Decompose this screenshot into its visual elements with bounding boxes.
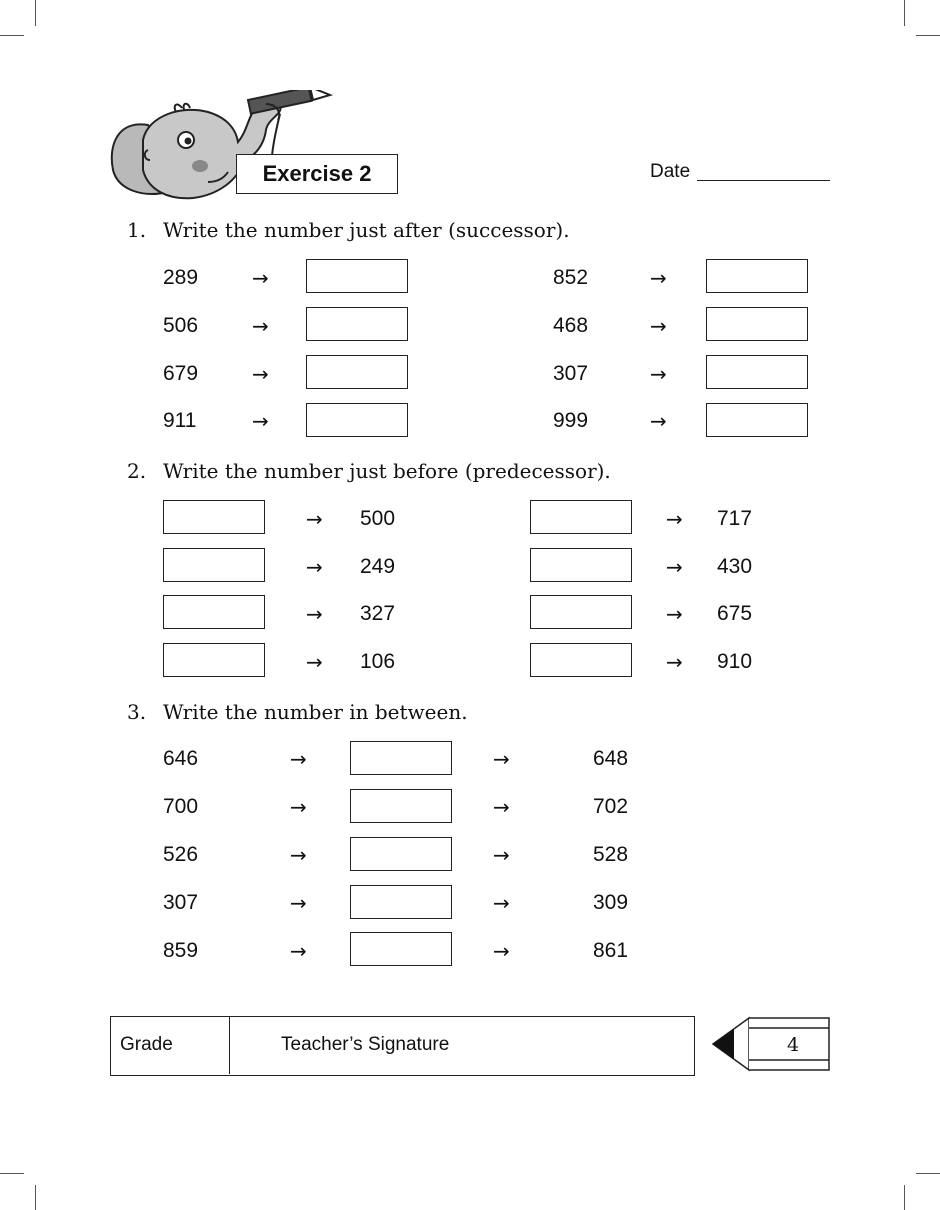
answer-box[interactable] — [706, 307, 808, 341]
arrow-icon: → — [290, 939, 307, 963]
given-number: 307 — [553, 362, 589, 385]
exercise-title: Exercise 2 — [262, 161, 372, 186]
given-number: 526 — [163, 843, 199, 866]
given-number: 646 — [163, 747, 199, 770]
arrow-icon: → — [306, 602, 323, 626]
arrow-icon: → — [650, 362, 667, 386]
given-number: 468 — [553, 314, 589, 337]
arrow-icon: → — [493, 891, 510, 915]
given-number: 702 — [593, 795, 629, 818]
arrow-icon: → — [650, 314, 667, 338]
given-number: 910 — [717, 650, 753, 673]
given-number: 327 — [360, 602, 396, 625]
arrow-icon: → — [650, 266, 667, 290]
given-number: 106 — [360, 650, 396, 673]
given-number: 430 — [717, 555, 753, 578]
given-number: 309 — [593, 891, 629, 914]
answer-box[interactable] — [306, 355, 408, 389]
table-divider — [229, 1017, 230, 1074]
answer-box[interactable] — [706, 259, 808, 293]
given-number: 506 — [163, 314, 199, 337]
question-1 — [127, 218, 570, 242]
answer-box[interactable] — [350, 741, 452, 775]
page-number: 4 — [786, 1034, 800, 1056]
arrow-icon: → — [666, 555, 683, 579]
answer-box[interactable] — [163, 548, 265, 582]
given-number: 859 — [163, 939, 199, 962]
answer-box[interactable] — [530, 500, 632, 534]
crop-mark — [904, 0, 905, 26]
arrow-icon: → — [290, 891, 307, 915]
given-number: 307 — [163, 891, 199, 914]
question-instruction: Write the number just before (predecessor). — [163, 459, 611, 483]
arrow-icon: → — [290, 795, 307, 819]
grade-label: Grade — [120, 1034, 173, 1055]
answer-box[interactable] — [163, 595, 265, 629]
arrow-icon: → — [650, 409, 667, 433]
arrow-icon: → — [493, 843, 510, 867]
question-number: 2. — [127, 459, 147, 483]
arrow-icon: → — [666, 650, 683, 674]
answer-box[interactable] — [706, 355, 808, 389]
answer-box[interactable] — [306, 259, 408, 293]
given-number: 289 — [163, 266, 199, 289]
arrow-icon: → — [493, 747, 510, 771]
given-number: 528 — [593, 843, 629, 866]
crop-mark — [904, 1185, 905, 1210]
answer-box[interactable] — [530, 595, 632, 629]
grade-field[interactable] — [111, 1017, 229, 1074]
arrow-icon: → — [306, 555, 323, 579]
crop-mark — [0, 1173, 24, 1174]
crop-mark — [0, 35, 24, 36]
crop-mark — [35, 1185, 36, 1210]
answer-box[interactable] — [163, 643, 265, 677]
arrow-icon: → — [666, 507, 683, 531]
answer-box[interactable] — [350, 789, 452, 823]
arrow-icon: → — [290, 843, 307, 867]
answer-box[interactable] — [530, 643, 632, 677]
answer-box[interactable] — [163, 500, 265, 534]
given-number: 911 — [163, 409, 197, 432]
arrow-icon: → — [306, 650, 323, 674]
answer-box[interactable] — [530, 548, 632, 582]
given-number: 648 — [593, 747, 629, 770]
given-number: 861 — [593, 939, 629, 962]
grade-signature-table — [110, 1016, 695, 1076]
given-number: 249 — [360, 555, 396, 578]
answer-box[interactable] — [306, 307, 408, 341]
crop-mark — [916, 1173, 940, 1174]
answer-box[interactable] — [350, 885, 452, 919]
arrow-icon: → — [252, 266, 269, 290]
arrow-icon: → — [493, 939, 510, 963]
answer-box[interactable] — [350, 932, 452, 966]
question-number: 3. — [127, 700, 147, 724]
given-number: 999 — [553, 409, 589, 432]
answer-box[interactable] — [706, 403, 808, 437]
question-number: 1. — [127, 218, 147, 242]
date-label: Date — [650, 161, 691, 182]
answer-box[interactable] — [306, 403, 408, 437]
given-number: 852 — [553, 266, 589, 289]
arrow-icon: → — [252, 314, 269, 338]
arrow-icon: → — [252, 409, 269, 433]
crop-mark — [35, 0, 36, 26]
given-number: 679 — [163, 362, 199, 385]
signature-label: Teacher’s Signature — [281, 1034, 450, 1055]
arrow-icon: → — [290, 747, 307, 771]
date-field[interactable] — [697, 180, 830, 181]
arrow-icon: → — [493, 795, 510, 819]
given-number: 717 — [717, 507, 753, 530]
question-3 — [127, 700, 468, 724]
question-2 — [127, 459, 611, 483]
question-instruction: Write the number just after (successor). — [163, 218, 570, 242]
crop-mark — [916, 35, 940, 36]
arrow-icon: → — [252, 362, 269, 386]
answer-box[interactable] — [350, 837, 452, 871]
given-number: 700 — [163, 795, 199, 818]
given-number: 675 — [717, 602, 753, 625]
given-number: 500 — [360, 507, 396, 530]
arrow-icon: → — [306, 507, 323, 531]
question-instruction: Write the number in between. — [163, 700, 468, 724]
exercise-label — [236, 154, 398, 194]
arrow-icon: → — [666, 602, 683, 626]
